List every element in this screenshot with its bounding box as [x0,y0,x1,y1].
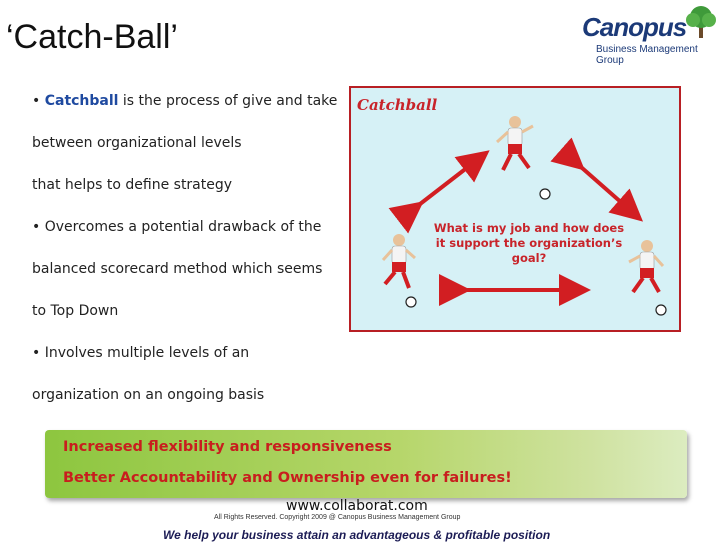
canopus-logo [570,4,726,64]
logo-wordmark: Canopus [582,12,687,42]
bullet-text: to Top Down [32,303,119,319]
bullet-marker: • [32,345,45,361]
catchball-illustration [349,86,681,332]
ball-icon [406,297,416,307]
copyright-notice: All Rights Reserved. Copyright 2009 @ Canopus Business Management Group [214,514,461,521]
bullet-text: Involves multiple levels of an [44,345,250,361]
bullet-text: Overcomes a potential drawback of the [44,219,322,235]
bullet-marker: • [32,93,45,109]
bullet-line [32,290,352,332]
bullet-line [32,248,352,290]
banner-line-accountability: Better Accountability and Ownership even for failures! [63,470,512,486]
ball-icon [540,189,550,199]
illustration-graphics [351,88,679,330]
player-top-icon [497,116,533,170]
illustration-title: Catchball [357,96,438,114]
bullet-line [32,374,352,416]
website-link[interactable]: www.collaborat.com [286,498,428,514]
bullet-text: that helps to define strategy [32,177,233,193]
bullet-text: balanced scorecard method which seems [32,261,323,277]
bullet-line [32,122,352,164]
bullet-line [32,206,352,248]
benefits-banner [45,430,687,498]
bullet-marker: • [32,219,45,235]
bullet-line [32,164,352,206]
ball-icon [656,305,666,315]
banner-line-flexibility: Increased flexibility and responsiveness [63,439,392,455]
bullet-list [32,80,352,416]
tree-icon [682,4,720,40]
illustration-question: What is my job and how does it support the organization’s goal? [433,221,625,265]
keyword-catchball: Catchball [44,93,119,109]
bullet-line [32,332,352,374]
bullet-line [32,80,352,122]
footer-tagline: We help your business attain an advantageous & profitable position [163,528,551,542]
player-left-icon [383,234,415,288]
double-arrow-icon [411,160,477,211]
bullet-text: is the process of give and take [118,93,338,109]
logo-subtitle: Business Management Group [596,44,698,66]
player-right-icon [629,240,663,292]
slide-title: ‘Catch-Ball’ [6,18,178,56]
bullet-text: organization on an ongoing basis [32,387,265,403]
bullet-text: between organizational levels [32,135,242,151]
double-arrow-icon [573,160,631,211]
